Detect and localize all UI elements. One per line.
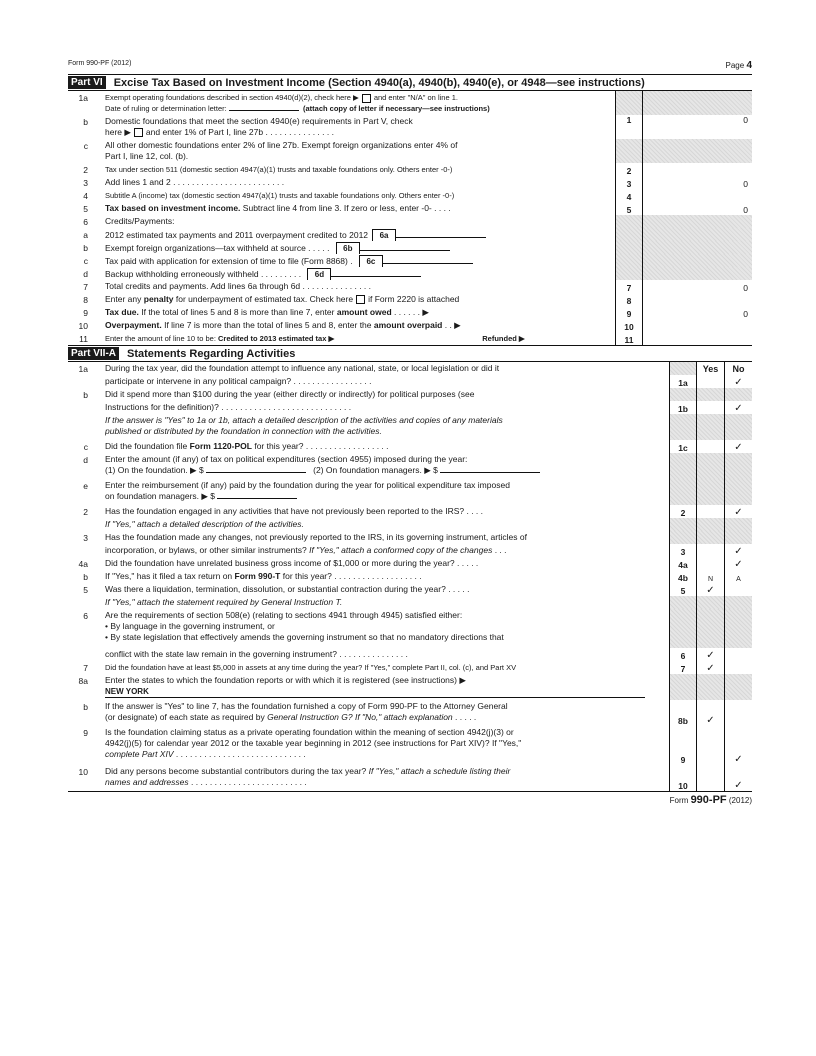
page-number bbox=[726, 60, 752, 71]
line-6a: a 2012 estimated tax payments and 2011 overpayment credited to 2012 6a bbox=[68, 228, 752, 241]
line-4: 4 Subtitle A (income) tax (domestic section 4947(a)(1) trusts and taxable foundations only. Others enter -0-) 4 bbox=[68, 189, 752, 202]
no-header: No bbox=[724, 362, 752, 375]
q3-row2: incorporation, or bylaws, or other similar instruments? If "Yes," attach a conformed copy of the changes . . . 3 ✓ bbox=[68, 544, 752, 557]
q4a: 4a Did the foundation have unrelated business gross income of $1,000 or more during the year? . . . . . 4a ✓ bbox=[68, 557, 752, 570]
q2-no-check[interactable]: ✓ bbox=[724, 505, 752, 518]
q4a-no-check[interactable]: ✓ bbox=[724, 557, 752, 570]
line-6c: c Tax paid with application for extension of time to file (Form 8868) . 6c bbox=[68, 254, 752, 267]
page-footer: Form 990-PF (2012) bbox=[669, 794, 752, 806]
q2-row1: 2 Has the foundation engaged in any activities that have not previously been reported to the IRS? . . . . 2 ✓ bbox=[68, 505, 752, 518]
q9: 9 Is the foundation claiming status as a private operating foundation within the meaning of section 4942(j)(3) or 4942(j)(5) for calendar year 2012 or the taxable year beginning in 2012 (see instructions for Part XIV)? If "Yes," complete Part XIV . . . . . . . . . . . . . . . . . . . . . . . . . . . . 9 ✓ bbox=[68, 726, 752, 765]
line-2: 2 Tax under section 511 (domestic section 4947(a)(1) trusts and taxable foundations only. Others enter -0-) 2 bbox=[68, 163, 752, 176]
part-vi-label: Part VI bbox=[68, 76, 106, 89]
q1e: e Enter the reimbursement (if any) paid by the foundation during the year for political expenditure tax imposed on foundation managers. ▶ $ bbox=[68, 479, 752, 505]
q1c: c Did the foundation file Form 1120-POL for this year? . . . . . . . . . . . . . . . . . . 1c ✓ bbox=[68, 440, 752, 453]
q1a-row1: 1a During the tax year, did the foundation attempt to influence any national, state, or local legislation or did it Yes No bbox=[68, 362, 752, 375]
q5-yes-check[interactable]: ✓ bbox=[696, 583, 724, 596]
q1b-row2: Instructions for the definition)? . . . . . . . . . . . . . . . . . . . . . . . . . . . . 1b ✓ bbox=[68, 401, 752, 414]
q1a-no-check[interactable]: ✓ bbox=[724, 375, 752, 388]
q1a-row2: participate or intervene in any political campaign? . . . . . . . . . . . . . . . . . 1a ✓ bbox=[68, 375, 752, 388]
q3-row1: 3 Has the foundation made any changes, not previously reported to the IRS, in its governing instrument, articles of bbox=[68, 531, 752, 544]
part-vii-a-header bbox=[68, 346, 752, 362]
q1b-note: If the answer is "Yes" to 1a or 1b, attach a detailed description of the activities and copies of any materials published or distributed by the foundation in connection with the activities. bbox=[68, 414, 752, 440]
line-6b: b Exempt foreign organizations—tax withheld at source . . . . . 6b bbox=[68, 241, 752, 254]
q8a-states-value[interactable]: NEW YORK bbox=[105, 686, 645, 698]
line-8-checkbox[interactable] bbox=[356, 295, 365, 304]
q1b-row1: b Did it spend more than $100 during the year (either directly or indirectly) for political purposes (see bbox=[68, 388, 752, 401]
part-vii-a-label: Part VII-A bbox=[68, 347, 119, 360]
page-num: 4 bbox=[746, 60, 752, 71]
q1c-no-check[interactable]: ✓ bbox=[724, 440, 752, 453]
q6-a: 6 Are the requirements of section 508(e) (relating to sections 4941 through 4945) satisfied either: • By language in the governing instrument, or • By state legislation that effectively amends the governing instrument so that no mandatory directions that bbox=[68, 609, 752, 648]
line-3: 3 Add lines 1 and 2 . . . . . . . . . . . . . . . . . . . . . . . . 3 0 bbox=[68, 176, 752, 189]
line-7-value: 0 bbox=[642, 280, 752, 293]
q9-no-check[interactable]: ✓ bbox=[724, 726, 752, 765]
line-6d: d Backup withholding erroneously withheld . . . . . . . . . 6d bbox=[68, 267, 752, 280]
q4b-no-na: A bbox=[724, 570, 752, 583]
form-id: Form 990-PF (2012) bbox=[68, 60, 132, 67]
q1d: d Enter the amount (if any) of tax on political expenditures (section 4955) imposed during the year: (1) On the foundation. ▶ $ (2) On foundation managers. ▶ $ bbox=[68, 453, 752, 479]
page-prefix: Page bbox=[725, 61, 745, 70]
part-vi-title: Excise Tax Based on Investment Income (Section 4940(a), 4940(b), 4940(e), or 4948—see instructions) bbox=[113, 76, 645, 89]
line-9: 9 Tax due. If the total of lines 5 and 8 is more than line 7, enter amount owed . . . . . . ▶ 9 0 bbox=[68, 306, 752, 319]
part-vii-a-title: Statements Regarding Activities bbox=[127, 347, 296, 360]
q6-b: conflict with the state law remain in the governing instrument? . . . . . . . . . . . . . . . 6 ✓ bbox=[68, 648, 752, 661]
line-8: 8 Enter any penalty for underpayment of estimated tax. Check here if Form 2220 is attached 8 bbox=[68, 293, 752, 306]
q7: 7 Did the foundation have at least $5,000 in assets at any time during the year? If "Yes," complete Part II, col. (c), and Part XV 7 ✓ bbox=[68, 661, 752, 674]
q4b: b If "Yes," has it filed a tax return on Form 990-T for this year? . . . . . . . . . . . . . . . . . . . 4b N A bbox=[68, 570, 752, 583]
line-5: 5 Tax based on investment income. Subtract line 4 from line 3. If zero or less, enter -0- . . . . 5 0 bbox=[68, 202, 752, 215]
line-10: 10 Overpayment. If line 7 is more than the total of lines 5 and 8, enter the amount overpaid . . ▶ 10 bbox=[68, 319, 752, 332]
line-1b: b Domestic foundations that meet the section 4940(e) requirements in Part V, check here ▶ and enter 1% of Part I, line 27b . . . . . . . . . . . . . . . 1 0 bbox=[68, 115, 752, 139]
page-header bbox=[68, 60, 752, 74]
yes-header: Yes bbox=[696, 362, 724, 375]
q2-row2: If "Yes," attach a detailed description of the activities. bbox=[68, 518, 752, 531]
form-page bbox=[68, 60, 752, 806]
line-3-value: 0 bbox=[642, 176, 752, 189]
q4b-yes-na: N bbox=[696, 570, 724, 583]
line-1a: 1a Exempt operating foundations described in section 4940(d)(2), check here ▶ and enter "N/A" on line 1. Date of ruling or determination letter: (attach copy of letter if necessary—see instructions) bbox=[68, 91, 752, 115]
q5-row1: 5 Was there a liquidation, termination, dissolution, or substantial contraction during the year? . . . . . 5 ✓ bbox=[68, 583, 752, 596]
q8a: 8a Enter the states to which the foundation reports or with which it is registered (see instructions) ▶ NEW YORK bbox=[68, 674, 752, 700]
line-1b-checkbox[interactable] bbox=[134, 128, 143, 137]
part-vi-header bbox=[68, 75, 752, 91]
q3-no-check[interactable]: ✓ bbox=[724, 544, 752, 557]
q5-row2: If "Yes," attach the statement required by General Instruction T. bbox=[68, 596, 752, 609]
q7-yes-check[interactable]: ✓ bbox=[696, 661, 724, 674]
line-1c: c All other domestic foundations enter 2% of line 27b. Exempt foreign organizations enter 4% of Part I, line 12, col. (b). bbox=[68, 139, 752, 163]
q10: 10 Did any persons become substantial contributors during the tax year? If "Yes," attach a schedule listing their names and addresses . . . . . . . . . . . . . . . . . . . . . . . . . 10 ✓ bbox=[68, 765, 752, 792]
q10-no-check[interactable]: ✓ bbox=[724, 765, 752, 791]
line-6: 6 Credits/Payments: bbox=[68, 215, 752, 228]
q8b: b If the answer is "Yes" to line 7, has the foundation furnished a copy of Form 990-PF to the Attorney General (or designate) of each state as required by General Instruction G? If "No," attach explanation . . . . . 8b ✓ bbox=[68, 700, 752, 726]
q6-yes-check[interactable]: ✓ bbox=[696, 648, 724, 661]
line-1a-checkbox[interactable] bbox=[362, 94, 371, 103]
q1b-no-check[interactable]: ✓ bbox=[724, 401, 752, 414]
line-1-value: 0 bbox=[642, 115, 752, 139]
line-7: 7 Total credits and payments. Add lines 6a through 6d . . . . . . . . . . . . . . . 7 0 bbox=[68, 280, 752, 293]
line-11: 11 Enter the amount of line 10 to be: Credited to 2013 estimated tax ▶ Refunded ▶ 11 bbox=[68, 332, 752, 346]
line-5-value: 0 bbox=[642, 202, 752, 215]
line-9-value: 0 bbox=[642, 306, 752, 319]
q8b-yes-check[interactable]: ✓ bbox=[696, 700, 724, 726]
